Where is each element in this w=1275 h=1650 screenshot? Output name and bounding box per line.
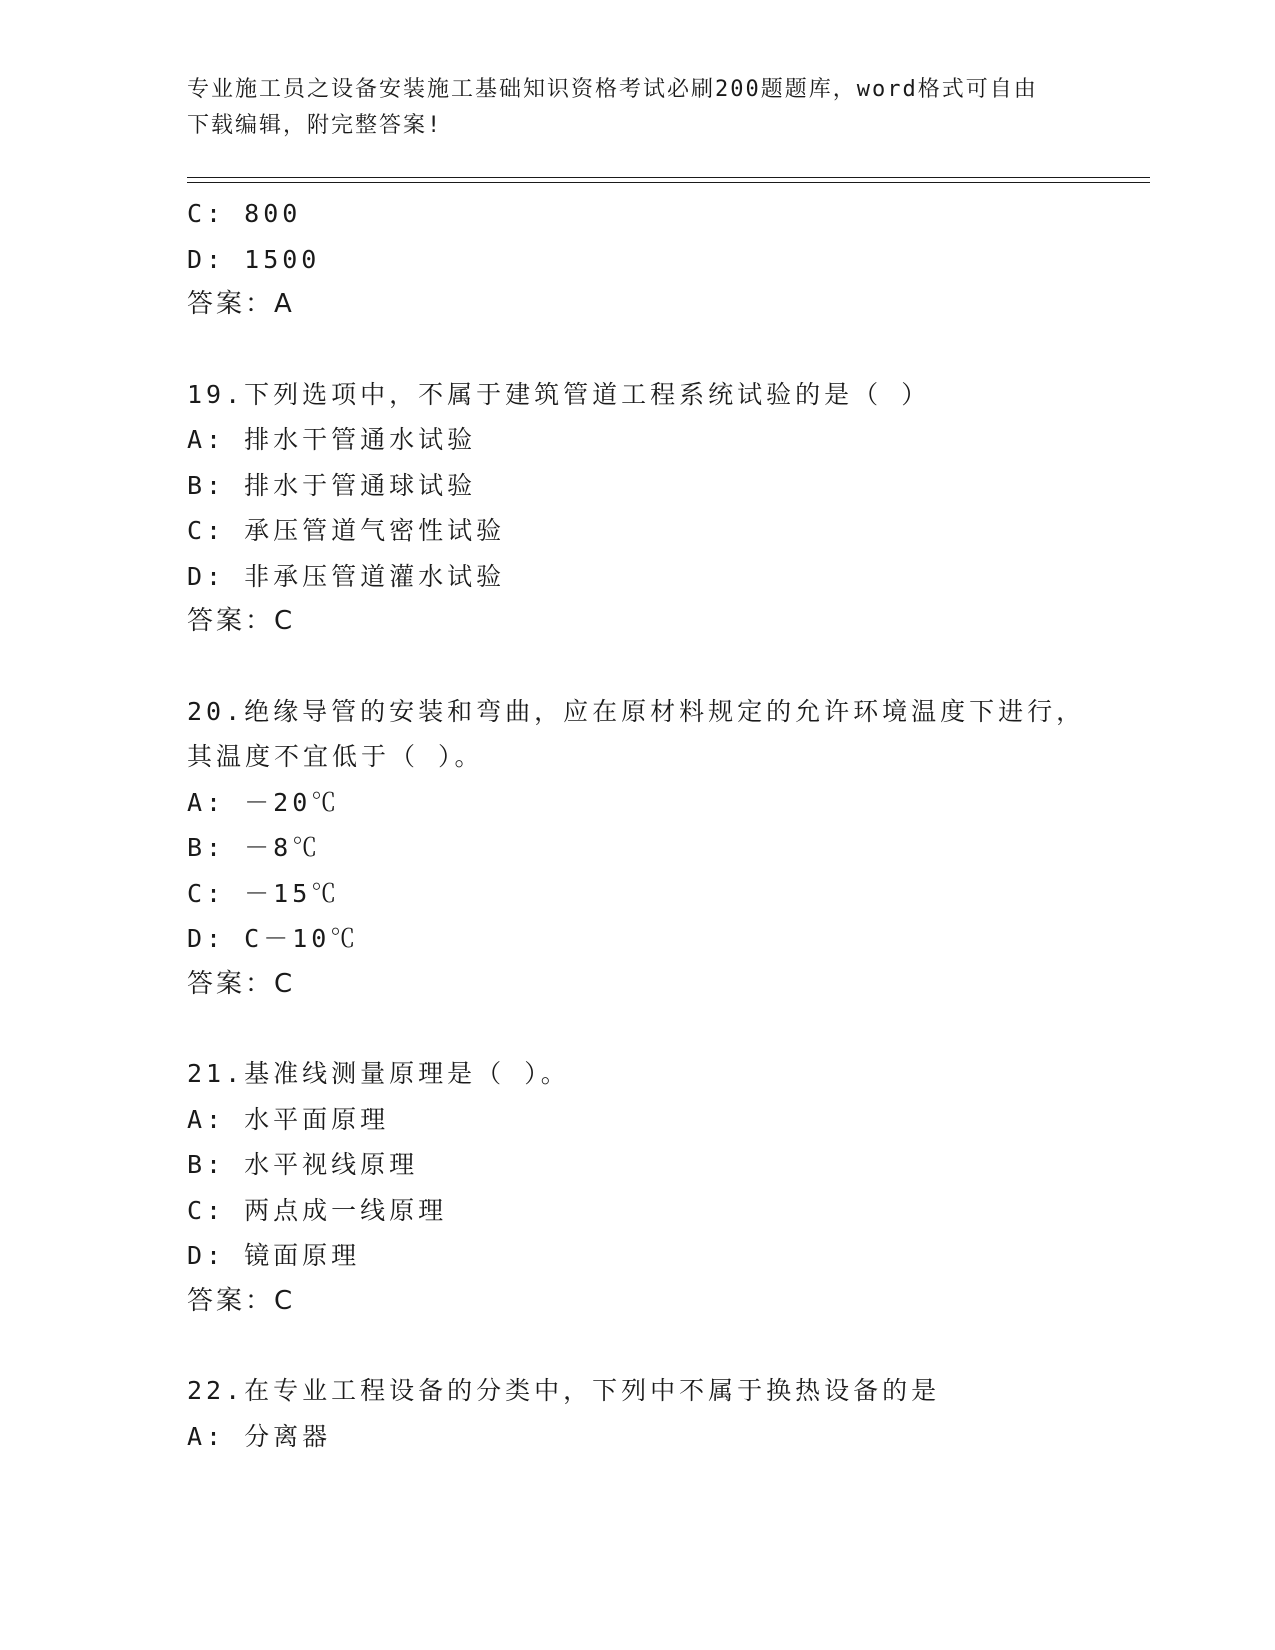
question-stem: 22.在专业工程设备的分类中，下列中不属于换热设备的是 (187, 1376, 941, 1405)
option-a: A: 水平面原理 (187, 1104, 390, 1134)
answer: 答案：A (187, 289, 295, 319)
spacer (187, 1324, 1150, 1368)
option-d: D: 非承压管道灌水试验 (187, 561, 506, 591)
header-title-line-1: 专业施工员之设备安装施工基础知识资格考试必刷200题题库，word格式可自由 (187, 77, 1038, 102)
option-b: B: 排水于管通球试验 (187, 470, 477, 500)
question-19 (187, 372, 1150, 645)
option-d: D: 1500 (187, 244, 321, 274)
option-c: C: 两点成一线原理 (187, 1195, 448, 1225)
question-22 (187, 1368, 1150, 1459)
document-header (187, 72, 1067, 144)
header-divider (187, 177, 1150, 183)
answer: 答案：C (187, 1285, 296, 1316)
option-a: A: 排水干管通水试验 (187, 425, 477, 454)
spacer (187, 328, 1150, 372)
question-20 (187, 689, 1150, 1008)
option-c: C: 承压管道气密性试验 (187, 516, 506, 545)
question-stem: 21.基准线测量原理是（ ）。 (187, 1059, 570, 1088)
option-c: C: 800 (187, 199, 302, 228)
question-stem: 19.下列选项中，不属于建筑管道工程系统试验的是（ ） (187, 379, 931, 409)
question-18-tail (187, 191, 1150, 328)
question-list (187, 191, 1150, 1459)
option-a: A: －20℃ (187, 787, 341, 817)
header-title-line-2: 下载编辑，附完整答案! (187, 113, 443, 138)
option-a: A: 分离器 (187, 1421, 332, 1451)
answer: 答案：C (187, 968, 296, 999)
question-stem-line-2: 其温度不宜低于（ ）。 (187, 742, 484, 771)
question-21 (187, 1051, 1150, 1324)
option-d: D: C－10℃ (187, 924, 360, 953)
question-stem-line-1: 20.绝缘导管的安装和弯曲，应在原材料规定的允许环境温度下进行， (187, 696, 1086, 726)
spacer (187, 1007, 1150, 1051)
option-d: D: 镜面原理 (187, 1241, 361, 1270)
option-c: C: －15℃ (187, 878, 341, 908)
option-b: B: 水平视线原理 (187, 1150, 419, 1179)
spacer (187, 645, 1150, 689)
answer: 答案：C (187, 606, 296, 636)
option-b: B: －8℃ (187, 833, 322, 862)
